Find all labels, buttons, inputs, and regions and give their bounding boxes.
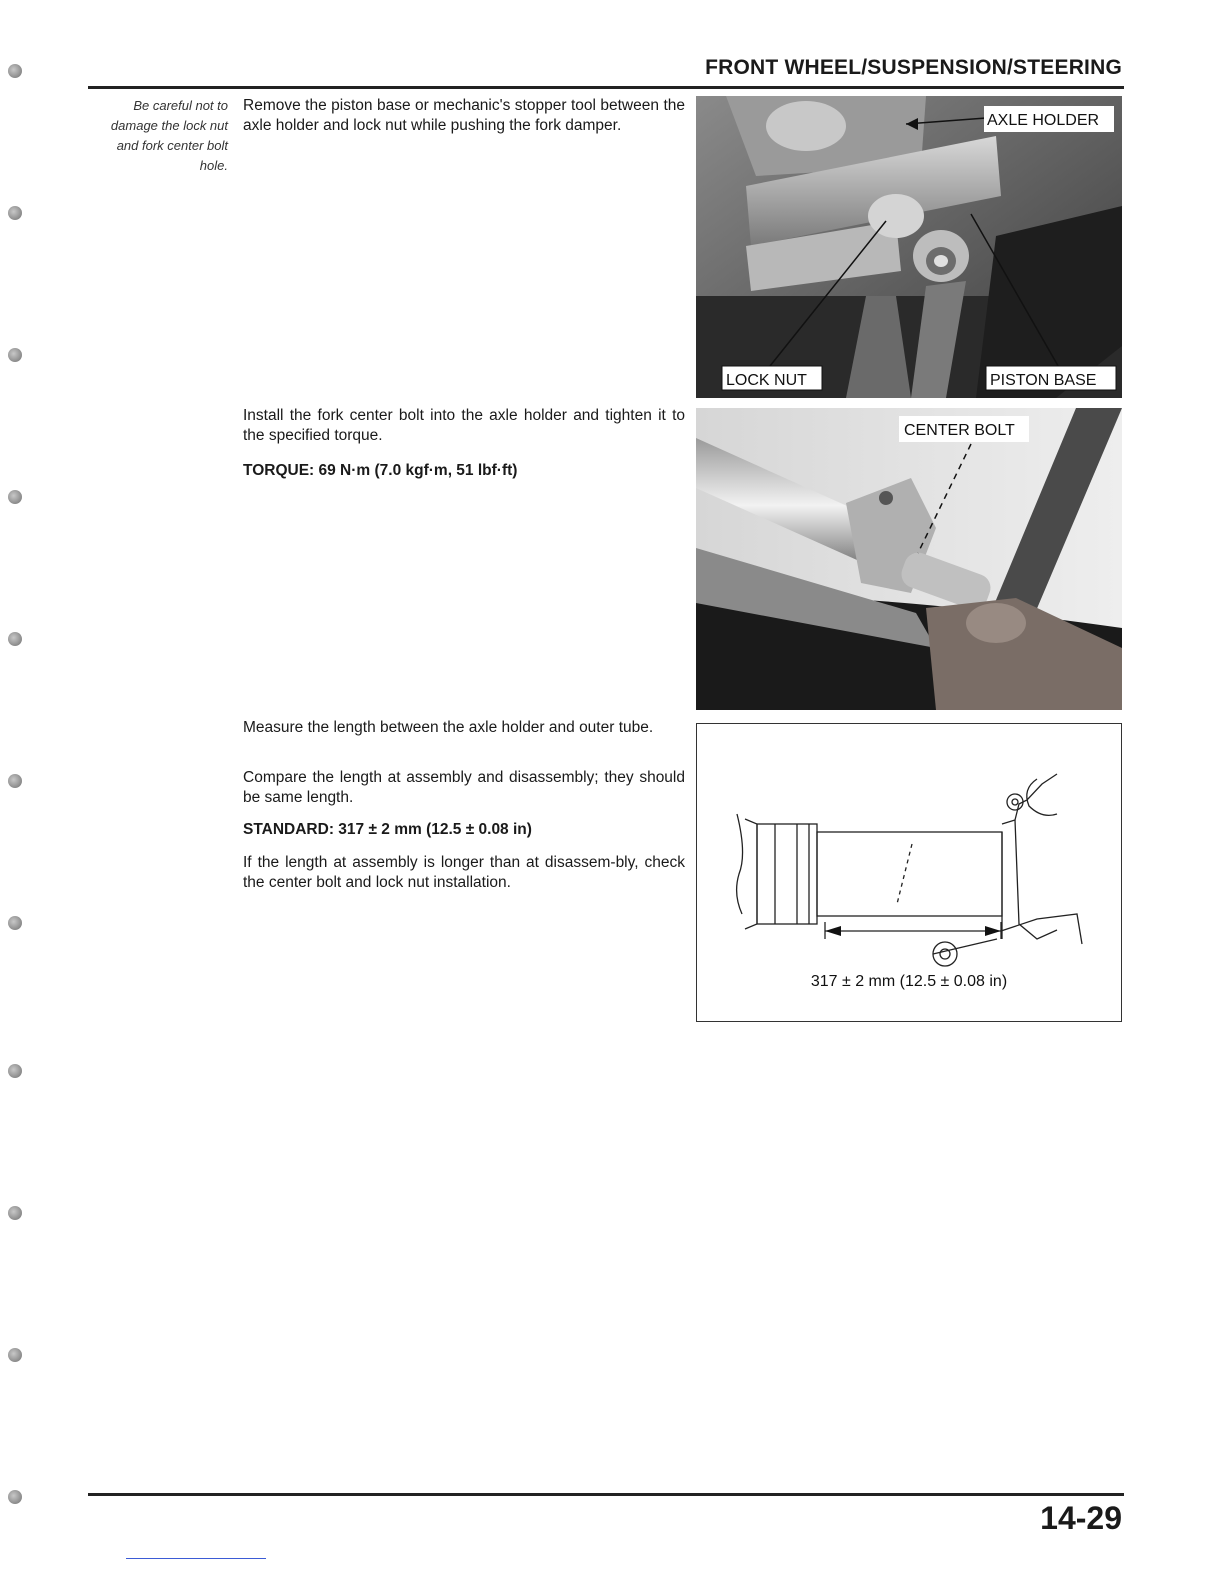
standard-spec: STANDARD: 317 ± 2 mm (12.5 ± 0.08 in) <box>243 821 532 838</box>
torque-spec: TORQUE: 69 N·m (7.0 kgf·m, 51 lbf·ft) <box>243 462 518 479</box>
page-number: 14-29 <box>1040 1500 1122 1536</box>
photo-center-bolt <box>696 408 1122 710</box>
page-header-title: FRONT WHEEL/SUSPENSION/STEERING <box>705 56 1122 79</box>
label-axle-holder: AXLE HOLDER <box>987 112 1100 129</box>
punch-hole <box>8 774 22 788</box>
punch-hole <box>8 1348 22 1362</box>
punch-hole <box>8 1206 22 1220</box>
label-piston-base: PISTON BASE <box>990 372 1097 389</box>
label-lock-nut: LOCK NUT <box>726 372 807 389</box>
footer-rule <box>88 1493 1124 1496</box>
punch-hole <box>8 348 22 362</box>
photo-axle-holder-lock-nut <box>696 96 1122 398</box>
punch-hole <box>8 632 22 646</box>
dimension-label: 317 ± 2 mm (12.5 ± 0.08 in) <box>810 973 1008 990</box>
step-install-center-bolt: Install the fork center bolt into the axle holder and tighten it to the specified torque. <box>243 407 685 444</box>
step-remove-piston-base: Remove the piston base or mechanic's stopper tool between the axle holder and lock nut while pushing the fork damper. <box>243 97 685 134</box>
header-rule <box>88 86 1124 89</box>
punch-hole <box>8 1064 22 1078</box>
footer-link-underline[interactable] <box>126 1558 266 1559</box>
punch-hole <box>8 1490 22 1504</box>
step-compare-length: Compare the length at assembly and disassembly; they should be same length. <box>243 769 685 806</box>
punch-hole <box>8 64 22 78</box>
punch-hole <box>8 916 22 930</box>
caution-side-note: Be careful not to damage the lock nut and fork center bolt hole. <box>110 98 228 173</box>
label-center-bolt: CENTER BOLT <box>904 422 1015 439</box>
punch-hole <box>8 490 22 504</box>
punch-hole <box>8 206 22 220</box>
step-measure-length: Measure the length between the axle holder and outer tube. <box>243 719 654 736</box>
step-check-installation: If the length at assembly is longer than at disassem-bly, check the center bolt and lock nut installation. <box>243 854 685 891</box>
fork-length-diagram <box>696 723 1122 1022</box>
